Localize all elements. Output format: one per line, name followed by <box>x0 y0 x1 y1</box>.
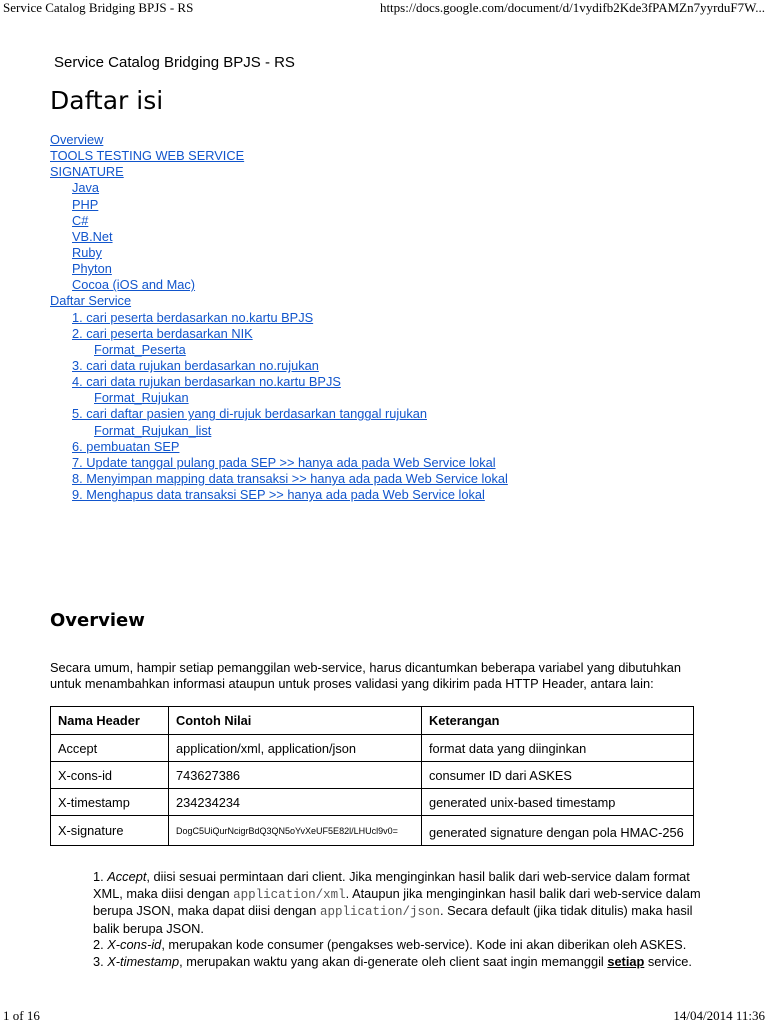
toc-link[interactable]: 8. Menyimpan mapping data transaksi >> hanya ada pada Web Service lokal <box>72 470 508 486</box>
table-header-row <box>51 707 694 735</box>
table-cell: X-signature <box>51 816 169 846</box>
list-item <box>93 954 718 971</box>
signature-description: generated signature dengan pola HMAC-256 <box>429 824 684 840</box>
overview-intro: Secara umum, hampir setiap pemanggilan web-service, harus dicantumkan beberapa variabel yang dibutuhkan untuk menambahkan informasi ataupun untuk proses validasi yang dikirim pada HTTP Header, antara lain: <box>50 660 681 691</box>
term: X-cons-id <box>107 937 162 952</box>
toc-link[interactable]: Cocoa (iOS and Mac) <box>72 277 196 293</box>
toc-link[interactable]: C# <box>72 212 89 228</box>
table-cell: format data yang diinginkan <box>422 735 694 762</box>
table-of-contents <box>50 132 730 503</box>
list-number: 3. <box>93 953 104 969</box>
toc-link[interactable]: Format_Rujukan_list <box>94 422 212 438</box>
toc-link[interactable]: SIGNATURE <box>50 164 124 180</box>
table-cell: Accept <box>51 735 169 762</box>
toc-link[interactable]: Overview <box>50 132 104 147</box>
toc-link[interactable]: 4. cari data rujukan berdasarkan no.kartu BPJS <box>72 374 341 390</box>
table-cell: X-cons-id <box>51 762 169 789</box>
print-header-title: Service Catalog Bridging BPJS - RS <box>3 0 194 15</box>
overview-heading: Overview <box>50 610 145 631</box>
table-row <box>51 735 694 762</box>
list-item <box>93 937 718 954</box>
toc-link[interactable]: Ruby <box>72 244 102 260</box>
print-header-url: https://docs.google.com/document/d/1vydifb2Kde3fPAMZn7yyrduF7W... <box>379 0 765 15</box>
table-cell: 234234234 <box>169 789 422 816</box>
table-cell: 743627386 <box>169 762 422 789</box>
signature-value-cell: DogC5UiQurNcigrBdQ3QN5oYvXeUF5E82l/LHUcl9v0= <box>169 816 422 846</box>
toc-link[interactable]: 2. cari peserta berdasarkan NIK <box>72 325 253 341</box>
note-text: , merupakan kode consumer (pengakses web-service). Kode ini akan diberikan oleh ASKES. <box>161 937 687 952</box>
table-cell: generated unix-based timestamp <box>422 789 694 816</box>
note-text: service. <box>644 953 692 969</box>
print-footer-page: 1 of 16 <box>3 1008 40 1023</box>
note-text: . Secara default (jika tidak ditulis) maka hasil balik berupa JSON. <box>93 903 693 936</box>
table-row <box>51 762 694 789</box>
toc-link[interactable]: 1. cari peserta berdasarkan no.kartu BPJS <box>72 309 314 325</box>
code-snippet: application/json <box>319 905 440 919</box>
toc-link[interactable]: Daftar Service <box>50 293 132 309</box>
toc-link[interactable]: VB.Net <box>72 228 113 244</box>
emphasis: setiap <box>607 953 645 969</box>
print-footer-datetime: 14/04/2014 11:36 <box>673 1008 765 1023</box>
list-number: 1. <box>93 869 104 884</box>
http-header-table <box>50 706 694 846</box>
toc-link[interactable]: Java <box>72 180 100 196</box>
list-item <box>93 869 718 937</box>
term: Accept <box>107 869 147 884</box>
code-snippet: application/xml <box>233 887 346 902</box>
table-row <box>51 816 694 846</box>
column-header: Keterangan <box>422 707 694 735</box>
toc-link[interactable]: 5. cari daftar pasien yang di-rujuk berdasarkan tanggal rujukan <box>72 406 427 422</box>
toc-link[interactable]: 9. Menghapus data transaksi SEP >> hanya ada pada Web Service lokal <box>72 487 485 503</box>
note-text: , diisi sesuai permintaan dari client. Jika menginginkan hasil balik dari web-service dalam format XML, maka diisi dengan <box>93 869 690 901</box>
table-cell <box>422 816 694 846</box>
note-text: . Ataupun jika menginginkan hasil balik dari web-service dalam berupa JSON, maka dapat diisi dengan <box>93 885 701 918</box>
toc-link[interactable]: Phyton <box>72 261 112 277</box>
toc-link[interactable]: 6. pembuatan SEP <box>72 438 180 454</box>
note-text: , merupakan waktu yang akan di-generate oleh client saat ingin memanggil <box>179 953 608 969</box>
toc-link[interactable]: Format_Rujukan <box>94 390 189 406</box>
table-cell: application/xml, application/json <box>169 735 422 762</box>
table-cell: consumer ID dari ASKES <box>422 762 694 789</box>
list-number: 2. <box>93 937 104 952</box>
toc-link[interactable]: TOOLS TESTING WEB SERVICE <box>50 148 245 164</box>
toc-link[interactable]: 7. Update tanggal pulang pada SEP >> hanya ada pada Web Service lokal <box>72 454 496 470</box>
toc-link[interactable]: PHP <box>72 196 99 212</box>
toc-link[interactable]: 3. cari data rujukan berdasarkan no.rujukan <box>72 357 319 373</box>
header-notes-list <box>93 869 718 970</box>
table-cell: X-timestamp <box>51 789 169 816</box>
toc-title: Daftar isi <box>50 86 164 115</box>
column-header: Contoh Nilai <box>169 707 422 735</box>
table-row <box>51 789 694 816</box>
document-subtitle: Service Catalog Bridging BPJS - RS <box>54 54 295 71</box>
term: X-timestamp <box>107 953 180 969</box>
toc-link[interactable]: Format_Peserta <box>94 341 186 357</box>
column-header: Nama Header <box>51 707 169 735</box>
